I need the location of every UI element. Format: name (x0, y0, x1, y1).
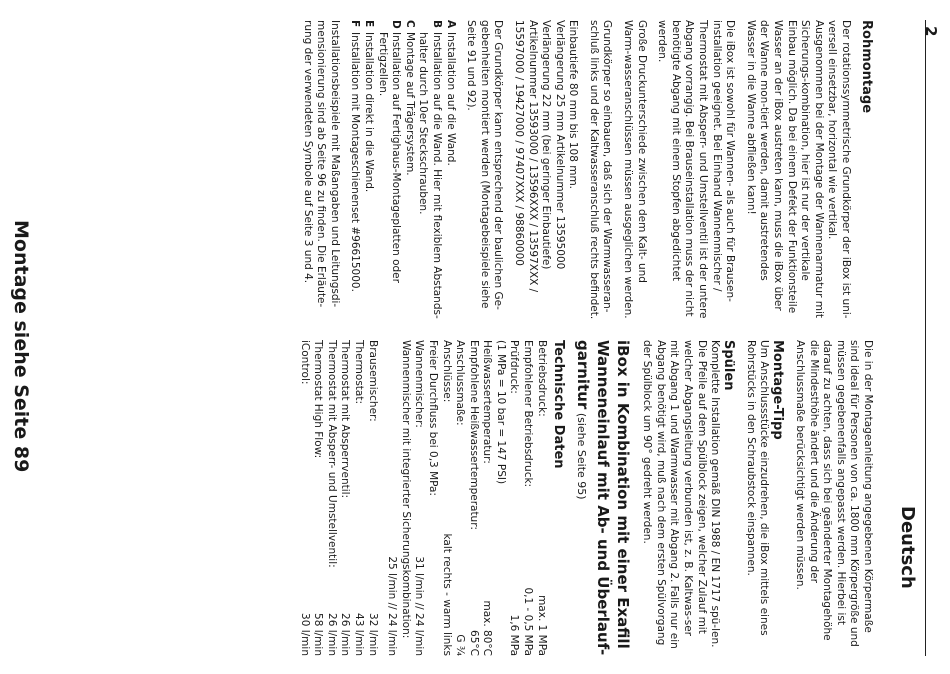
tech-row (507, 340, 521, 656)
tech-row (365, 340, 379, 656)
tech-row-value: 31 l/min // 24 l/min (413, 556, 426, 656)
tech-row-label: Freier Durchfluss bei 0,3 MPa: (426, 340, 439, 496)
artikelnummern-text: Artikelnummer 13593000 / 13596XXX / 13597XXX / 15597000 / 19427000 / 97407XXX / 98860000 (512, 20, 539, 293)
verlaengerung-25-text: Verlängerung 25 mm Artikelnummer 13595000 (553, 20, 566, 270)
tech-row-label: Thermostat mit Absperrventil: (339, 340, 352, 499)
tech-row-label: Anschlussmaße: (454, 340, 467, 426)
install-option-e: E Installation direkt in die Wand. (363, 20, 375, 193)
tech-row-label: iControl: (298, 340, 311, 385)
tech-row (425, 340, 439, 656)
intro-text: Die in der Montageanleitung angegebenen Körpermaße sind ideal für Personen von ca. 1800 mm Körpergröße und müssen gegebenenfalls angepasst werden. Hierbei ist darauf zu achten, dass sich bei geänderter Montagehöhe die Mindesthöhe ändert und die Änderung der Anschlussmaße berücksichtigt werden müssen. (794, 340, 874, 647)
rohmontage-para-4: Grundkörper so einbauen, daß sich der Warmwasseran-schluß links und der Kaltwasseranschluß rechts befindet. (587, 20, 614, 320)
tech-row-label: Thermostat High Flow: (312, 340, 325, 459)
tech-row-value: 26 l/min (325, 613, 338, 656)
technische-daten (297, 340, 566, 656)
tech-row-label: Brausemischer: (366, 340, 379, 422)
tech-row-label: Thermostat mit Absperr- und Umstellventil: (325, 340, 338, 568)
tech-row-value: G ¾ (454, 634, 467, 656)
tech-row (311, 340, 325, 656)
tech-row (453, 340, 467, 656)
install-option-a: A Installation auf die Wand. (444, 20, 457, 166)
tech-row (534, 340, 548, 656)
tech-row-value: max. 1 MPa (535, 595, 548, 656)
page-number: 2 (922, 26, 940, 37)
tech-row-value: kalt rechts - warm links (440, 533, 453, 656)
tech-row (480, 340, 494, 656)
technische-daten-flow-rows (297, 340, 379, 656)
tech-row (493, 340, 507, 656)
tech-row (351, 340, 365, 656)
tech-row-value: 1,6 MPa (508, 614, 521, 656)
tech-row-label: Wannenmischer: (413, 340, 426, 428)
tech-row-label: Anschlüsse: (440, 340, 453, 403)
montage-tipp-text: Um Anschlussstücke einzudrehen, die iBox mittels eines Rohrstücks in den Schraubstock einspannen. (744, 340, 771, 636)
rohmontage-para-2: Die iBox ist sowohl für Wannen- als auch für Brausen-installation geeignet. Bei Einhand Wannenmischer / Thermostat mit Absperr- und Umstellventil ist der untere Abgang vorrangig. Bei Brauseinstallation muss der nicht benötigte Abgang mit einem Stopfen abgedichtet werden. (656, 20, 737, 319)
tech-row-value: 43 l/min (352, 613, 365, 656)
header-rule (925, 20, 926, 656)
technische-daten-title: Technische Daten (550, 340, 566, 469)
tech-row-value: 30 l/min (298, 613, 311, 656)
tech-row-value: 58 l/min (312, 613, 325, 656)
exafill-heading (573, 340, 633, 656)
rohmontage-para-1: Der rotationssymmetrische Grundkörper der iBox ist uni-versell einsetzbar, horizontal wie vertikal. Ausgenommen bei der Montage der Wannenarmatur mit Sicherungs-kombination, hier ist nur der vertikale Einbau möglich. Da bei einem Defekt der Funktionsteile Wasser an der iBox austreten kann, muss die iBox über der Wanne mon-tiert werden, damit austretendes Wasser in die Wanne abfließen kann! (744, 20, 852, 319)
tech-row-value: 32 l/min (366, 613, 379, 656)
right-column (297, 340, 874, 656)
rohmontage-title: Rohmontage (859, 20, 874, 114)
tech-row (324, 340, 338, 656)
verlaengerung-22-text: Verlängerung 22 mm (bei geringer Einbautiefe) (540, 20, 553, 270)
einbautiefe-text: Einbautiefe 80 mm bis 108 mm. (567, 20, 580, 190)
tech-row-label: Betriebsdruck: (535, 340, 548, 417)
tech-row-label: Empfohlener Betriebsdruck: (522, 340, 535, 488)
footer-montage-reference: Montage siehe Seite 89 (10, 220, 32, 473)
install-option-d: D Installation auf Fertighaus-Montageplatten oder Fertigzellen. (376, 20, 403, 283)
spuelen-text: Komplette Installation gemäß DIN 1988 / EN 1717 spü-len. Die Pfeile auf dem Spülblock zeigen, welcher Zulauf mit welcher Abgangsleitung verbunden ist, z. B. Kaltwas-ser mit Abgang 1 und Warmwasser mit Abgang 2. Falls nur ein Abgang benötigt wird, muß nach dem ersten Spülvorgang der Spülblock um 90° gedreht werden. (641, 340, 722, 649)
language-heading: Deutsch (897, 506, 918, 589)
exafill-page-ref: (siehe Seite 95) (574, 409, 588, 500)
sicherung-value: 25 l/min // 24 l/min (386, 556, 399, 656)
tech-row-label: Prüfdruck: (508, 340, 521, 394)
tech-row (466, 340, 480, 656)
tech-row-value: 65°C (467, 630, 480, 656)
install-options-list (348, 20, 457, 320)
tech-row-label: Thermostat: (352, 340, 365, 404)
install-option-b: B Installation auf die Wand. Hier mit flexiblem Abstands-halter durch 10er Steckschrauben. (417, 20, 443, 319)
sicherung-label: Wannenmischer mit integrierter Sicherungskombination: (399, 340, 412, 639)
tech-row-label: Empfohlene Heißwassertemperatur: (467, 340, 480, 530)
spuelen-title: Spülen (721, 340, 737, 391)
tech-row-label: Heißwassertemperatur: (481, 340, 494, 464)
tech-row-label: (1 MPa = 10 bar = 147 PSI) (494, 340, 507, 485)
left-column (300, 20, 874, 320)
tech-row (297, 340, 311, 656)
tech-row (439, 340, 453, 656)
rohmontage-para-3: Große Druckunterschiede zwischen dem Kalt- und Warm-wasseranschlüssen müssen ausgeglichen werden. (622, 20, 648, 319)
tech-row (521, 340, 535, 656)
tech-row-value: 0,1 - 0,5 MPa (522, 587, 535, 656)
tech-row-value: 26 l/min (339, 613, 352, 656)
install-option-f: F Installation mit Montageschienenset #96615000. (349, 20, 362, 292)
tech-row (338, 340, 352, 656)
installationsbeispiele-text: Installationsbeispiele mit Maßangaben und Leitungsdi-mensionierung sind ab Seite 96 zu finden. Die Erläute-rung der verwendeten Symbole auf Seite 3 und 4. (301, 20, 341, 308)
exafill-title: iBox in Kombination mit einer Exafill Wanneneinlauf mit Ab- und Überlauf-garnitur (573, 340, 632, 656)
technische-daten-rows (412, 340, 548, 656)
tech-row-value: max. 80°C (481, 600, 494, 656)
install-option-c: C Montage auf Trägersystem. (403, 20, 416, 176)
grundkoerper-text: Der Grundkörper kann entsprechend der baulichen Ge-gebenheiten montiert werden (Montagebeispiele siehe Seite 91 und 92). (465, 20, 505, 310)
montage-tipp-title: Montage-Tipp (770, 340, 786, 440)
tech-row (412, 340, 426, 656)
